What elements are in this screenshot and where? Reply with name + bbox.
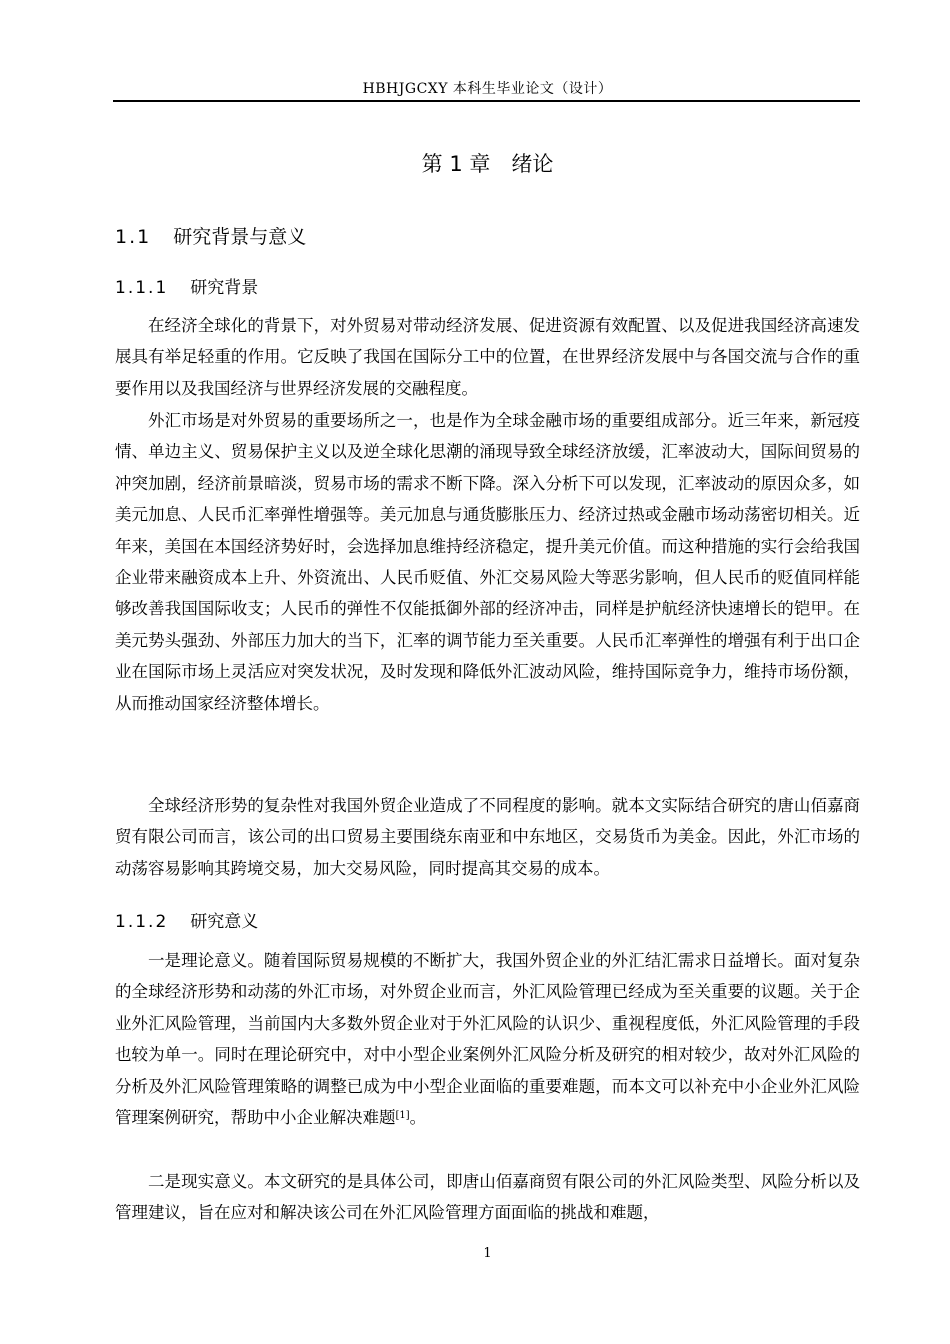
- paragraph-end: 。: [409, 1108, 427, 1128]
- page-number: 1: [483, 1246, 492, 1261]
- citation-marker: [1]: [395, 1110, 410, 1122]
- subsection-heading-significance: [115, 907, 258, 932]
- body-paragraph: 在经济全球化的背景下，对外贸易对带动经济发展、促进资源有效配置、以及促进我国经济高速发展具有举足轻重的作用。它反映了我国在国际分工中的位置，在世界经济发展中与各国交流与合作的重要作用以及我国经济与世界经济发展的交融程度。: [115, 316, 860, 398]
- section-title: 研究背景与意义: [173, 226, 307, 248]
- subsection-title: 研究背景: [190, 278, 259, 298]
- body-paragraph: [115, 945, 860, 1133]
- subsection-number: 1.1.2: [115, 912, 169, 932]
- running-header: HBHJGCXY 本科生毕业论文（设计）: [362, 81, 613, 97]
- subsection-number: 1.1.1: [115, 278, 169, 298]
- body-paragraph: 外汇市场是对外贸易的重要场所之一，也是作为全球金融市场的重要组成部分。近三年来，新冠疫情、单边主义、贸易保护主义以及逆全球化思潮的涌现导致全球经济放缓，汇率波动大，国际间贸易的冲突加剧，经济前景暗淡，贸易市场的需求不断下降。深入分析下可以发现，汇率波动的原因众多，如美元加息、人民币汇率弹性增强等。美元加息与通货膨胀压力、经济过热或金融市场动荡密切相关。近年来，美国在本国经济势好时，会选择加息维持经济稳定，提升美元价值。而这种措施的实行会给我国企业带来融资成本上升、外资流出、人民币贬值、外汇交易风险大等恶劣影响，但人民币的贬值同样能够改善我国国际收支；人民币的弹性不仅能抵御外部的经济冲击，同样是护航经济快速增长的铠甲。在美元势头强劲、外部压力加大的当下，汇率的调节能力至关重要。人民币汇率弹性的增强有利于出口企业在国际市场上灵活应对突发状况，及时发现和降低外汇波动风险，维持国际竞争力，维持市场份额，从而推动国家经济整体增长。: [115, 411, 860, 713]
- subsection-title: 研究意义: [190, 912, 259, 932]
- section-number: 1.1: [115, 226, 152, 248]
- body-paragraph: 全球经济形势的复杂性对我国外贸企业造成了不同程度的影响。就本文实际结合研究的唐山佰嘉商贸有限公司而言，该公司的出口贸易主要围绕东南亚和中东地区，交易货币为美金。因此，外汇市场的动荡容易影响其跨境交易，加大交易风险，同时提高其交易的成本。: [115, 796, 860, 878]
- chapter-title: 第 1 章 绪论: [421, 152, 554, 176]
- body-paragraph: 二是现实意义。本文研究的是具体公司，即唐山佰嘉商贸有限公司的外汇风险类型、风险分析以及管理建议，旨在应对和解决该公司在外汇风险管理方面面临的挑战和难题，: [115, 1172, 860, 1223]
- section-heading: [115, 222, 306, 249]
- paragraph-text: 一是理论意义。随着国际贸易规模的不断扩大，我国外贸企业的外汇结汇需求日益增长。面对复杂的全球经济形势和动荡的外汇市场，对外贸企业而言，外汇风险管理已经成为至关重要的议题。关于企业外汇风险管理，当前国内大多数外贸企业对于外汇风险的认识少、重视程度低，外汇风险管理的手段也较为单一。同时在理论研究中，对中小型企业案例外汇风险分析及研究的相对较少，故对外汇风险的分析及外汇风险管理策略的调整已成为中小型企业面临的重要难题，而本文可以补充中小企业外汇风险管理案例研究，帮助中小企业解决难题: [115, 951, 860, 1128]
- subsection-heading-background: [115, 273, 258, 298]
- header-rule: [113, 100, 860, 102]
